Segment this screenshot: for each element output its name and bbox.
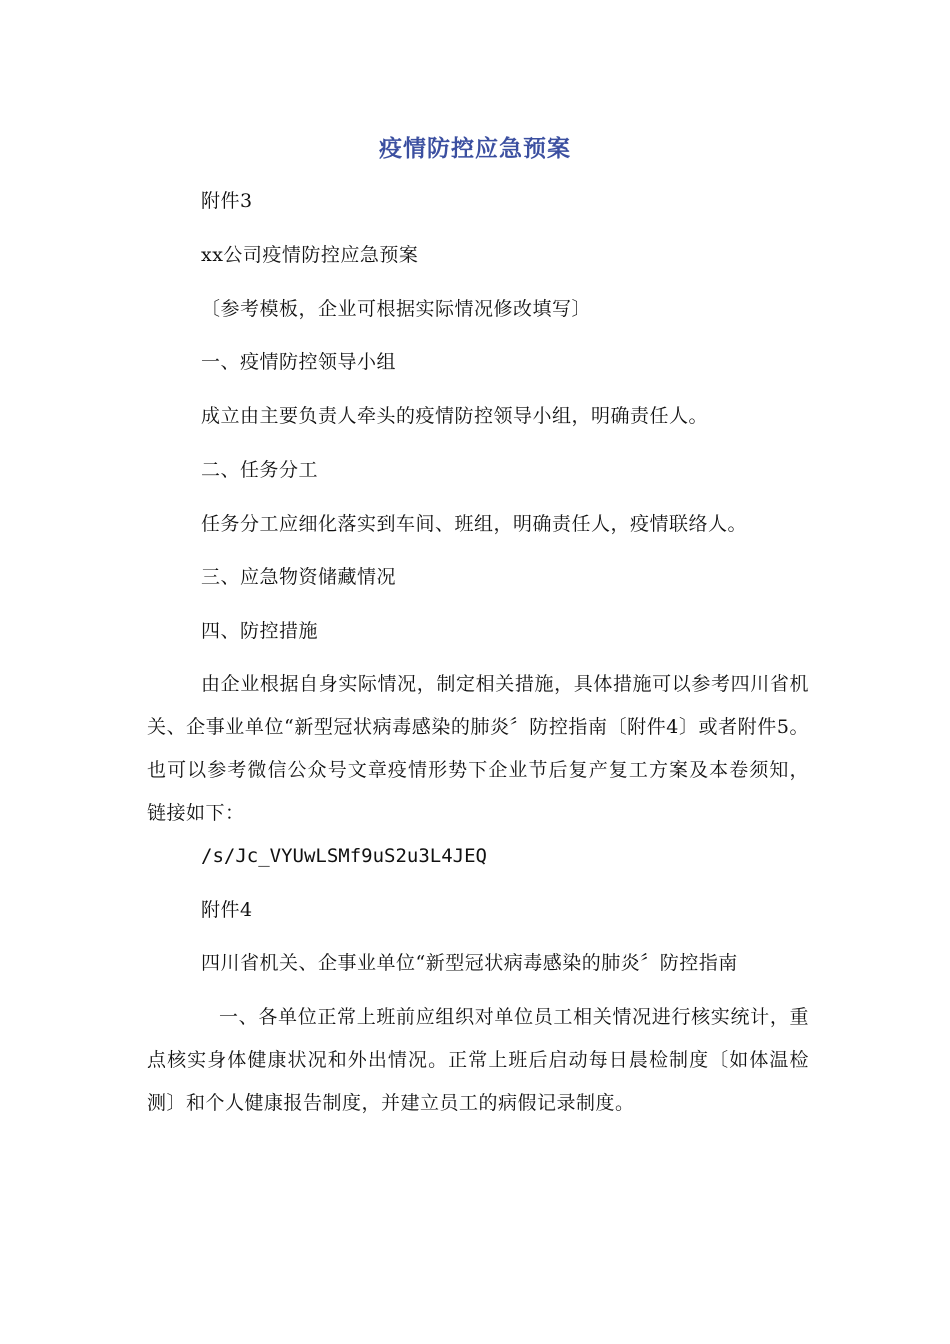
section-4-body: 由企业根据自身实际情况，制定相关措施，具体措施可以参考四川省机关、企事业单位“新型冠状病毒感染的肺炎〞防控指南〔附件4〕或者附件5。也可以参考微信公众号文章疫情形势下企业节后复产复工方案及本卷须知，链接如下： <box>147 673 809 824</box>
section-4-heading: 四、防控措施 <box>201 620 319 642</box>
reference-link[interactable]: /s/Jc_VYUwLSMf9uS2u3L4JEQ <box>201 845 487 867</box>
section-1-heading: 一、疫情防控领导小组 <box>201 351 397 373</box>
section-1-body: 成立由主要负责人牵头的疫情防控领导小组，明确责任人。 <box>201 405 709 427</box>
document-title: 疫情防控应急预案 <box>379 136 571 162</box>
attachment-3-label: 附件3 <box>201 190 253 212</box>
section-2-body: 任务分工应细化落实到车间、班组，明确责任人，疫情联络人。 <box>201 513 748 535</box>
template-note: 〔参考模板，企业可根据实际情况修改填写〕 <box>201 298 592 320</box>
guide-item-1: 一、各单位正常上班前应组织对单位员工相关情况进行核实统计，重点核实身体健康状况和外出情况。正常上班后启动每日晨检制度〔如体温检测〕和个人健康报告制度，并建立员工的病假记录制度。 <box>147 1006 809 1114</box>
guide-title: 四川省机关、企事业单位“新型冠状病毒感染的肺炎〞防控指南 <box>201 952 738 974</box>
attachment-4-label: 附件4 <box>201 899 253 921</box>
plan-title: xx公司疫情防控应急预案 <box>201 244 419 266</box>
section-2-heading: 二、任务分工 <box>201 459 319 481</box>
section-3-heading: 三、应急物资储藏情况 <box>201 566 397 588</box>
